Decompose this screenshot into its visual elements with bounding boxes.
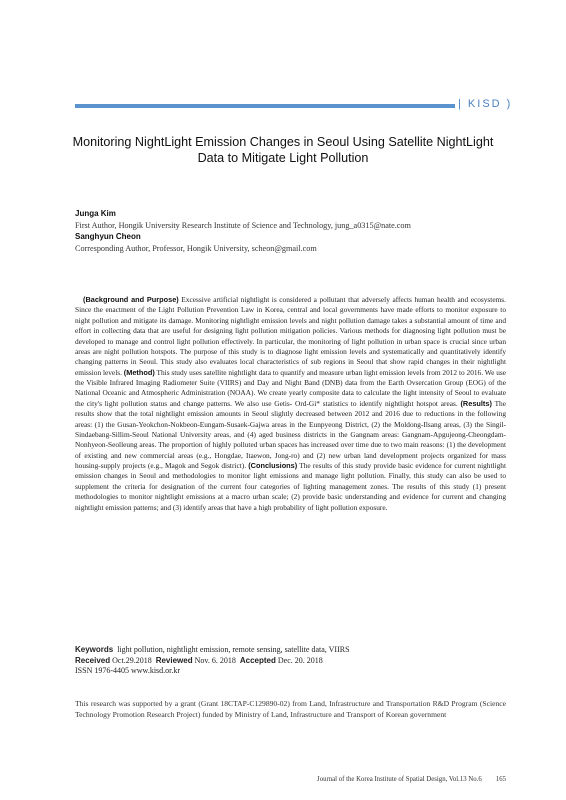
accepted-date: Dec. 20. 2018: [277, 655, 323, 665]
abstract: [75, 295, 506, 513]
logo-text: KISD: [467, 98, 502, 110]
author-name-2: Sanghyun Cheon: [75, 232, 141, 241]
author-block: [75, 208, 505, 254]
abstract-background-text: Excessive artificial nightlight is considered a pollutant that adversely affects human health and ecosystems. Since the enactment of the Light Pollution Prevention Law in Korea, central and local governments have made efforts to monitor exposure to night pollution and mitigate its damage. Monitoring nightlight emission levels and night pollution damage takes a substantial amount of time and effort in collecting data that are useful for designing light pollution mitigation policies. Various methods for diagnosing light pollution must be developed to manage and control light pollution effectively. In particular, the monitoring of light pollution in urban space is crucial since urban areas are night pollution hotspots. The purpose of this study is to diagnose light emission levels and systematically and quantitatively identify changing patterns in Seoul. This study also evaluates local characteristics of sub regions in Seoul that show rapid changes in their nightlight emission levels.: [75, 295, 506, 377]
author-name-1: Junga Kim: [75, 209, 116, 218]
logo-arc-icon: ): [506, 98, 513, 110]
keywords-line: [75, 645, 506, 656]
abstract-conclusions-text: The results of this study provide basic evidence for current nightlight emission changes in Seoul and methodologies to monitor light emissions and manage light pollution. Finally, this study can also be used to supplement the criteria for designation of the current four categories of lighting management zones. The results of this study (1) present methodologies to monitor nightlight emissions at a macro urban scale; (2) provide basic understanding and evidence for current and changing nightlight emission patterns; and (3) identify areas that have a high probability of light pollution exposure.: [75, 461, 506, 512]
keywords-text: light pollution, nightlight emission, remote sensing, satellite data, VIIRS: [117, 645, 350, 654]
paper-title: [60, 134, 506, 166]
logo-bracket-icon: |: [458, 98, 463, 110]
reviewed-date: Nov. 6. 2018: [194, 655, 236, 665]
abstract-conclusions-heading: (Conclusions): [248, 461, 298, 470]
received-date: Oct.29.2018: [112, 655, 152, 665]
abstract-background-heading: (Background and Purpose): [83, 295, 179, 304]
abstract-results-heading: (Results): [460, 398, 492, 408]
funding-note: This research was supported by a grant (Grant 18CTAP-C129890-02) from Land, Infrastructure and Transportation R&D Program (Science Technology Promotion Research Project) funded by Ministry of Land, Infrastructure and Transport of Korean government: [75, 699, 506, 719]
footer-journal: Journal of the Korea Institute of Spatial Design, Vol.13 No.6: [317, 776, 482, 783]
keywords-label: Keywords: [75, 645, 114, 654]
title-line-1: Monitoring NightLight Emission Changes in Seoul Using Satellite NightLight: [72, 135, 494, 149]
title-line-2: Data to Mitigate Light Pollution: [197, 151, 369, 165]
abstract-results-text: The results show that the total nightlight emission amounts in Seoul slightly decreased between 2012 and 2016 due to reductions in the following areas: (1) the Gusan-Yeokchon-Nokbeon-Eungam-Susaek-Gajwa areas in the Eunpyeong District, (2) the Moldong-Ilsang areas, (3) the Singil-Sindaebang-Sillim-Seoul National University areas, and (4) aged business districts in the Gangnam areas: Gangnam-Apgujeong-Cheongdam-Nonhyeon-Seolleung areas. The proportion of highly polluted urban spaces has increased over time due to two main reasons: (1) the development of existing and new commercial areas (e.g., Hongdae, Itaewon, Jong-ro) and (2) new urban land development projects organized for mass housing-supply projects (e.g., Magok and Segok district).: [75, 398, 506, 470]
abstract-method-heading: (Method): [123, 367, 155, 377]
page-number: 165: [495, 776, 506, 783]
header-rule: [75, 104, 455, 108]
author-affiliation-1: First Author, Hongik University Research Institute of Science and Technology, jung_a0315@nate.com: [75, 220, 411, 230]
accepted-label: Accepted: [239, 655, 276, 665]
abstract-method-text: This study uses satellite nightlight data to quantify and measure urban light emission levels from 2012 to 2016. We use the Visible Infrared Imaging Radiometer Suite (VIIRS) and Day and Night Band (DNB) data from the Earth Ovsercation Group (EOG) of the National Oceanic and Atmospheric Administration (NOAA). We create yearly composite data to calculate the light intensity of Seoul to evaluate the city's light pollution status and change patterns. We also use Getis- Ord-Gi* statistics to identify nightlight hotspot areas.: [75, 367, 506, 408]
issn-line: ISSN 1976-4405 www.kisd.or.kr: [75, 666, 181, 675]
dates-line: [75, 656, 506, 667]
page-footer: [260, 776, 506, 783]
reviewed-label: Reviewed: [155, 655, 193, 665]
article-meta: [75, 645, 506, 677]
received-label: Received: [75, 655, 111, 665]
author-affiliation-2: Corresponding Author, Professor, Hongik University, scheon@gmail.com: [75, 243, 317, 253]
journal-logo: [458, 98, 512, 110]
